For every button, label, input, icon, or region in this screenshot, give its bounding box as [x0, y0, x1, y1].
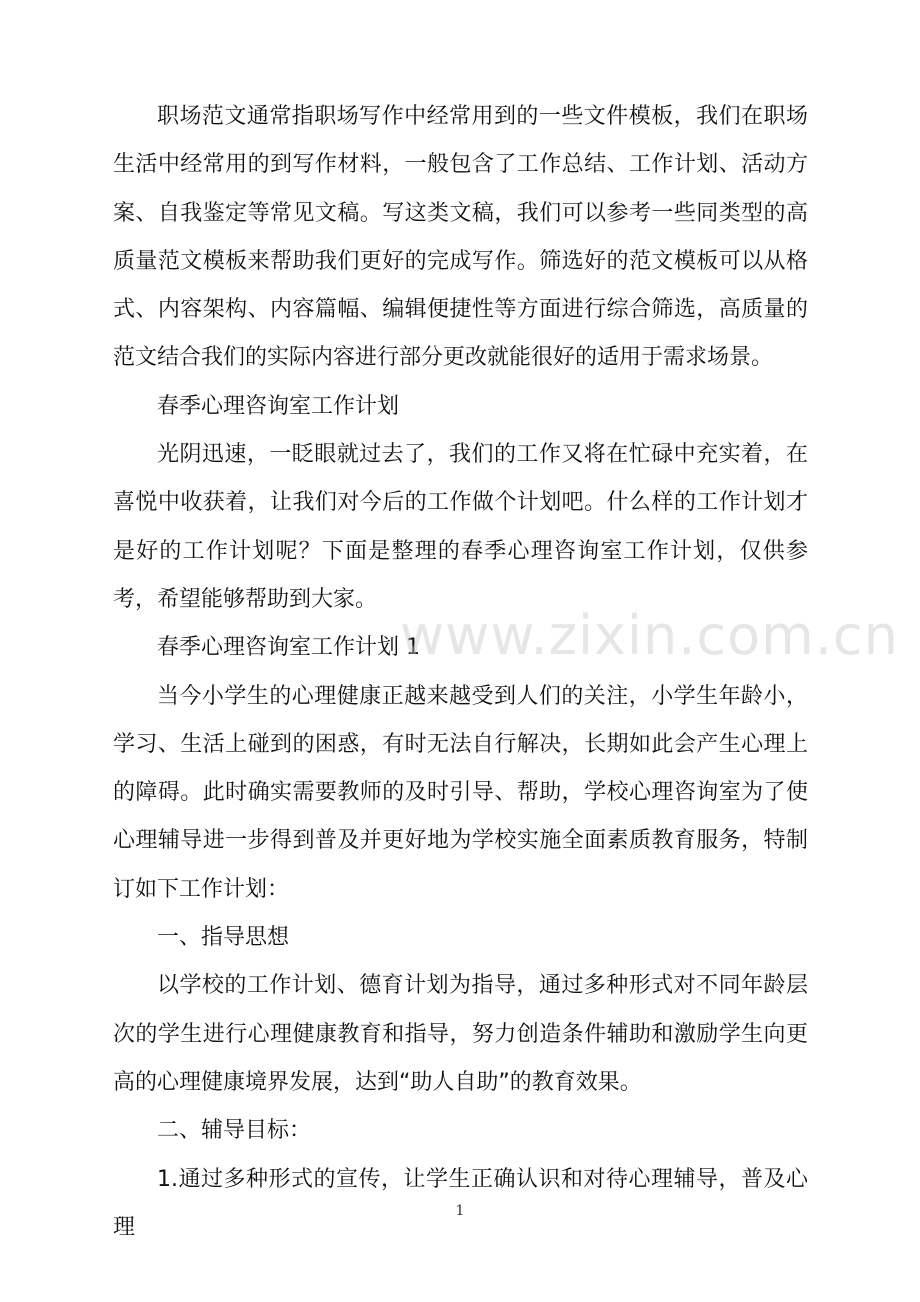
page-number: 1	[455, 1203, 465, 1219]
document-title: 春季心理咨询室工作计划	[157, 393, 400, 419]
goal-item-1: 1.通过多种形式的宣传，让学生正确认识和对待心理辅导，普及心理	[113, 1166, 808, 1240]
guiding-ideology-paragraph: 以学校的工作计划、德育计划为指导，通过多种形式对不同年龄层次的学生进行心理健康教育和指导，努力创造条件辅助和激励学生向更高的心理健康境界发展，达到“助人自助”的教育效果。	[113, 973, 808, 1095]
background-paragraph: 当今小学生的心理健康正越来越受到人们的关注，小学生年龄小，学习、生活上碰到的困惑，有时无法自行解决，长期如此会产生心理上的障碍。此时确实需要教师的及时引导、帮助，学校心理咨询室为了使心理辅导进一步得到普及并更好地为学校实施全面素质教育服务，特制订如下工作计划：	[113, 683, 808, 902]
watermark: www.zixin.com.cn	[400, 604, 899, 667]
section-heading-counseling-goals: 二、辅导目标：	[157, 1118, 312, 1144]
section-heading-guiding-ideology: 一、指导思想	[157, 925, 290, 951]
preface-paragraph: 光阴迅速，一眨眼就过去了，我们的工作又将在忙碌中充实着，在喜悦中收获着，让我们对今后的工作做个计划吧。什么样的工作计划才是好的工作计划呢？下面是整理的春季心理咨询室工作计划，仅供参考，希望能够帮助到大家。	[113, 442, 808, 612]
plan-subtitle: 春季心理咨询室工作计划 1	[157, 635, 420, 661]
document-body	[113, 93, 808, 1252]
intro-paragraph: 职场范文通常指职场写作中经常用到的一些文件模板，我们在职场生活中经常用的到写作材料，一般包含了工作总结、工作计划、活动方案、自我鉴定等常见文稿。写这类文稿，我们可以参考一些同类型的高质量范文模板来帮助我们更好的完成写作。筛选好的范文模板可以从格式、内容架构、内容篇幅、编辑便捷性等方面进行综合筛选，高质量的范文结合我们的实际内容进行部分更改就能很好的适用于需求场景。	[113, 104, 808, 371]
